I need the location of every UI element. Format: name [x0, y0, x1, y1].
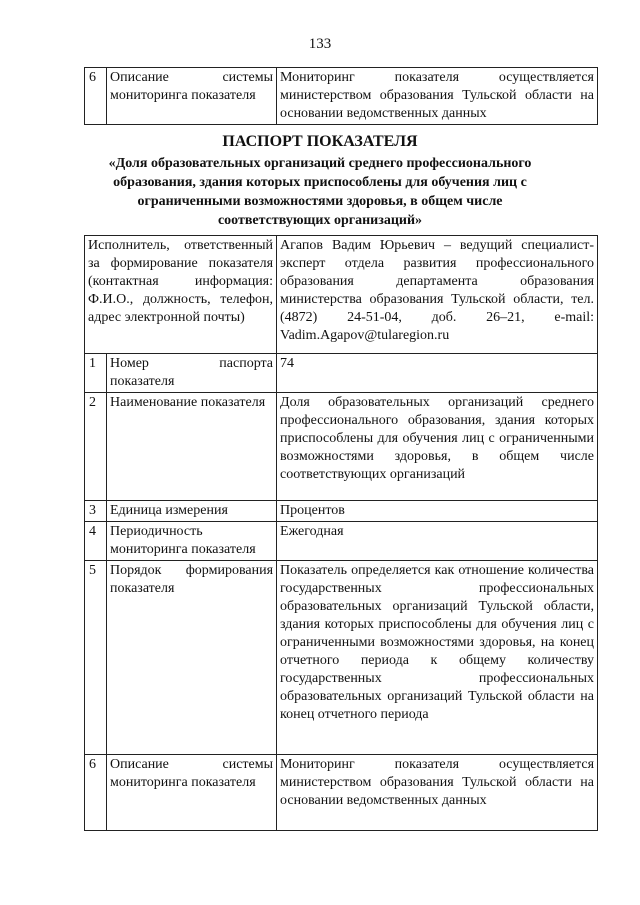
executor-value: Агапов Вадим Юрьевич – ведущий специалист-эксперт отдела развития профессионального образования департамента образования министерства образования Тульской области, тел. (4872) 24-51-04, доб. 26–21, e-mail: Vadim.Agapov@tularegion.ru [277, 236, 598, 354]
passport-subtitle: «Доля образовательных организаций среднего профессионального образования, здания которых приспособлены для обучения лиц с ограниченными возможностями здоровья, в общем числе соответствующих организаций» [108, 156, 532, 228]
row-label: Порядок формирования показателя [107, 561, 277, 755]
row-value: 74 [277, 354, 598, 393]
row-label: Периодичность мониторинга показателя [107, 522, 277, 561]
table-row [85, 561, 598, 755]
passport-title: ПАСПОРТ ПОКАЗАТЕЛЯ [222, 133, 418, 150]
table-row [85, 755, 598, 831]
row-label: Описание системы мониторинга показателя [107, 755, 277, 831]
continued-table [84, 67, 598, 125]
row-value: Мониторинг показателя осуществляется министерством образования Тульской области на основании ведомственных данных [277, 68, 598, 125]
table-row [85, 501, 598, 522]
row-number: 5 [85, 561, 107, 755]
passport-table [84, 235, 598, 831]
row-value: Показатель определяется как отношение количества государственных профессиональных образовательных организаций Тульской области, здания которых приспособлены для обучения лиц с ограниченными возможностями здоровья, на конец отчетного периода к общему количеству государственных профессиональных образовательных организаций Тульской области на конец отчетного периода [277, 561, 598, 755]
executor-label: Исполнитель, ответственный за формирование показателя (контактная информация: Ф.И.О., должность, телефон, адрес электронной почты) [85, 236, 277, 354]
row-number: 3 [85, 501, 107, 522]
row-number: 6 [85, 755, 107, 831]
row-value: Мониторинг показателя осуществляется министерством образования Тульской области на основании ведомственных данных [277, 755, 598, 831]
table-row [85, 68, 598, 125]
row-number: 6 [85, 68, 107, 125]
row-value: Процентов [277, 501, 598, 522]
row-number: 1 [85, 354, 107, 393]
table-row [85, 522, 598, 561]
table-row [85, 354, 598, 393]
passport-heading [0, 132, 640, 230]
page-number: 133 [308, 36, 332, 52]
row-label: Номер паспорта показателя [107, 354, 277, 393]
row-number: 4 [85, 522, 107, 561]
row-label: Единица измерения [107, 501, 277, 522]
row-label: Наименование показателя [107, 393, 277, 501]
executor-row [85, 236, 598, 354]
row-value: Ежегодная [277, 522, 598, 561]
row-value: Доля образовательных организаций среднего профессионального образования, здания которых приспособлены для обучения лиц с ограниченными возможностями здоровья, в общем числе соответствующих организаций [277, 393, 598, 501]
row-number: 2 [85, 393, 107, 501]
table-row [85, 393, 598, 501]
row-label: Описание системы мониторинга показателя [107, 68, 277, 125]
